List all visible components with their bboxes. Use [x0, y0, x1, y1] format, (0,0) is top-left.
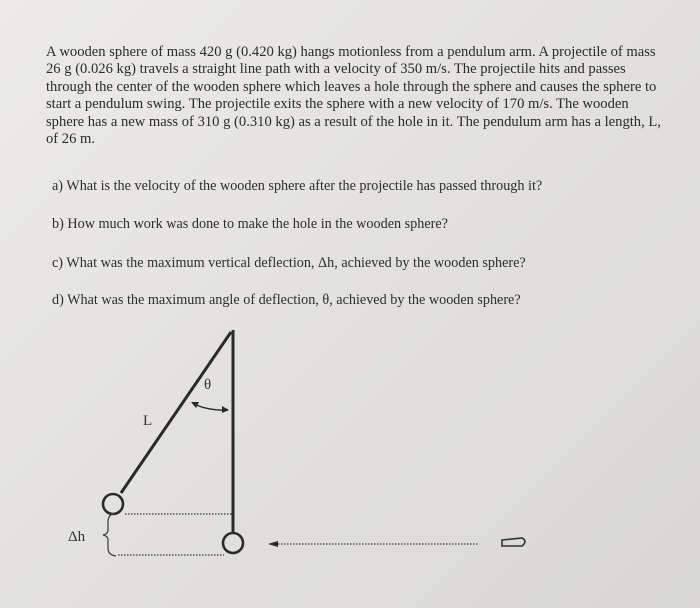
- question-a: a) What is the velocity of the wooden sphere after the projectile has passed through it?: [52, 178, 543, 194]
- delta-h-brace: [103, 513, 116, 556]
- angle-arrowhead-right: [222, 406, 229, 413]
- swung-sphere: [103, 494, 123, 514]
- question-b: b) How much work was done to make the hole in the wooden sphere?: [52, 216, 448, 232]
- swung-arm: [121, 332, 231, 493]
- question-d: d) What was the maximum angle of deflection, θ, achieved by the wooden sphere?: [52, 292, 521, 308]
- problem-statement: A wooden sphere of mass 420 g (0.420 kg) hangs motionless from a pendulum arm. A projectile of mass 26 g (0.026 kg) travels a straight line path with a velocity of 350 m/s. The projectile hits and passes through the center of the wooden sphere which leaves a hole through the sphere and causes the sphere to start a pendulum swing. The projectile exits the sphere with a new velocity of 170 m/s. The wooden sphere has a new mass of 310 g (0.310 kg) as a result of the hole in it. The pendulum arm has a length, L, of 26 m.: [46, 44, 661, 148]
- projectile-arrowhead: [268, 541, 278, 547]
- theta-label: θ: [204, 377, 212, 393]
- question-c: c) What was the maximum vertical deflection, Δh, achieved by the wooden sphere?: [52, 255, 526, 271]
- projectile: [502, 538, 525, 546]
- rest-sphere: [223, 533, 243, 553]
- delta-h-label: Δh: [68, 529, 86, 545]
- length-label: L: [143, 413, 153, 429]
